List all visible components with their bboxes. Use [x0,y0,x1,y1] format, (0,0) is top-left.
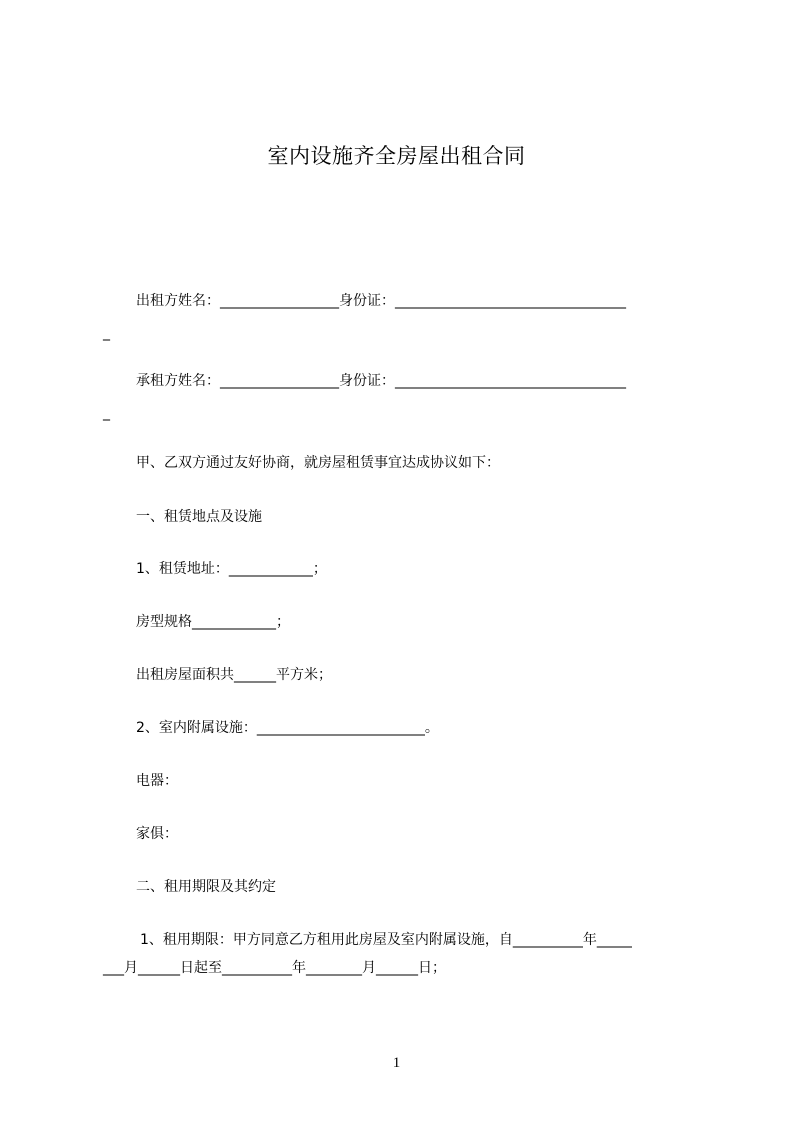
term-line-2: ___月______日起至__________年________月______日； [103,960,446,976]
section-heading-2: 二、租用期限及其约定 [136,879,276,895]
lessor-info-line: 出租方姓名：_________________身份证：_________________________________ [136,293,626,309]
document-title: 室内设施齐全房屋出租合同 [267,144,526,168]
lessee-info-line: 承租方姓名：_________________身份证：_________________________________ [136,373,626,389]
room-type-line: 房型规格____________； [136,614,290,630]
appliances-line: 电器： [136,773,178,789]
facilities-line: 2、室内附属设施：________________________。 [136,720,439,736]
term-line-1: 1、租用期限：甲方同意乙方租用此房屋及室内附属设施，自__________年_____ [140,932,632,948]
lessee-info-wrap: _ [103,405,110,421]
intro-paragraph: 甲、乙双方通过友好协商，就房屋租赁事宜达成协议如下： [136,455,500,471]
area-line: 出租房屋面积共______平方米； [136,667,332,683]
section-heading-1: 一、租赁地点及设施 [136,509,262,525]
page-number: 1 [392,1055,401,1071]
lessor-info-wrap: _ [103,325,110,341]
furniture-line: 家俱： [136,826,178,842]
rental-address-line: 1、租赁地址：____________； [136,561,327,577]
